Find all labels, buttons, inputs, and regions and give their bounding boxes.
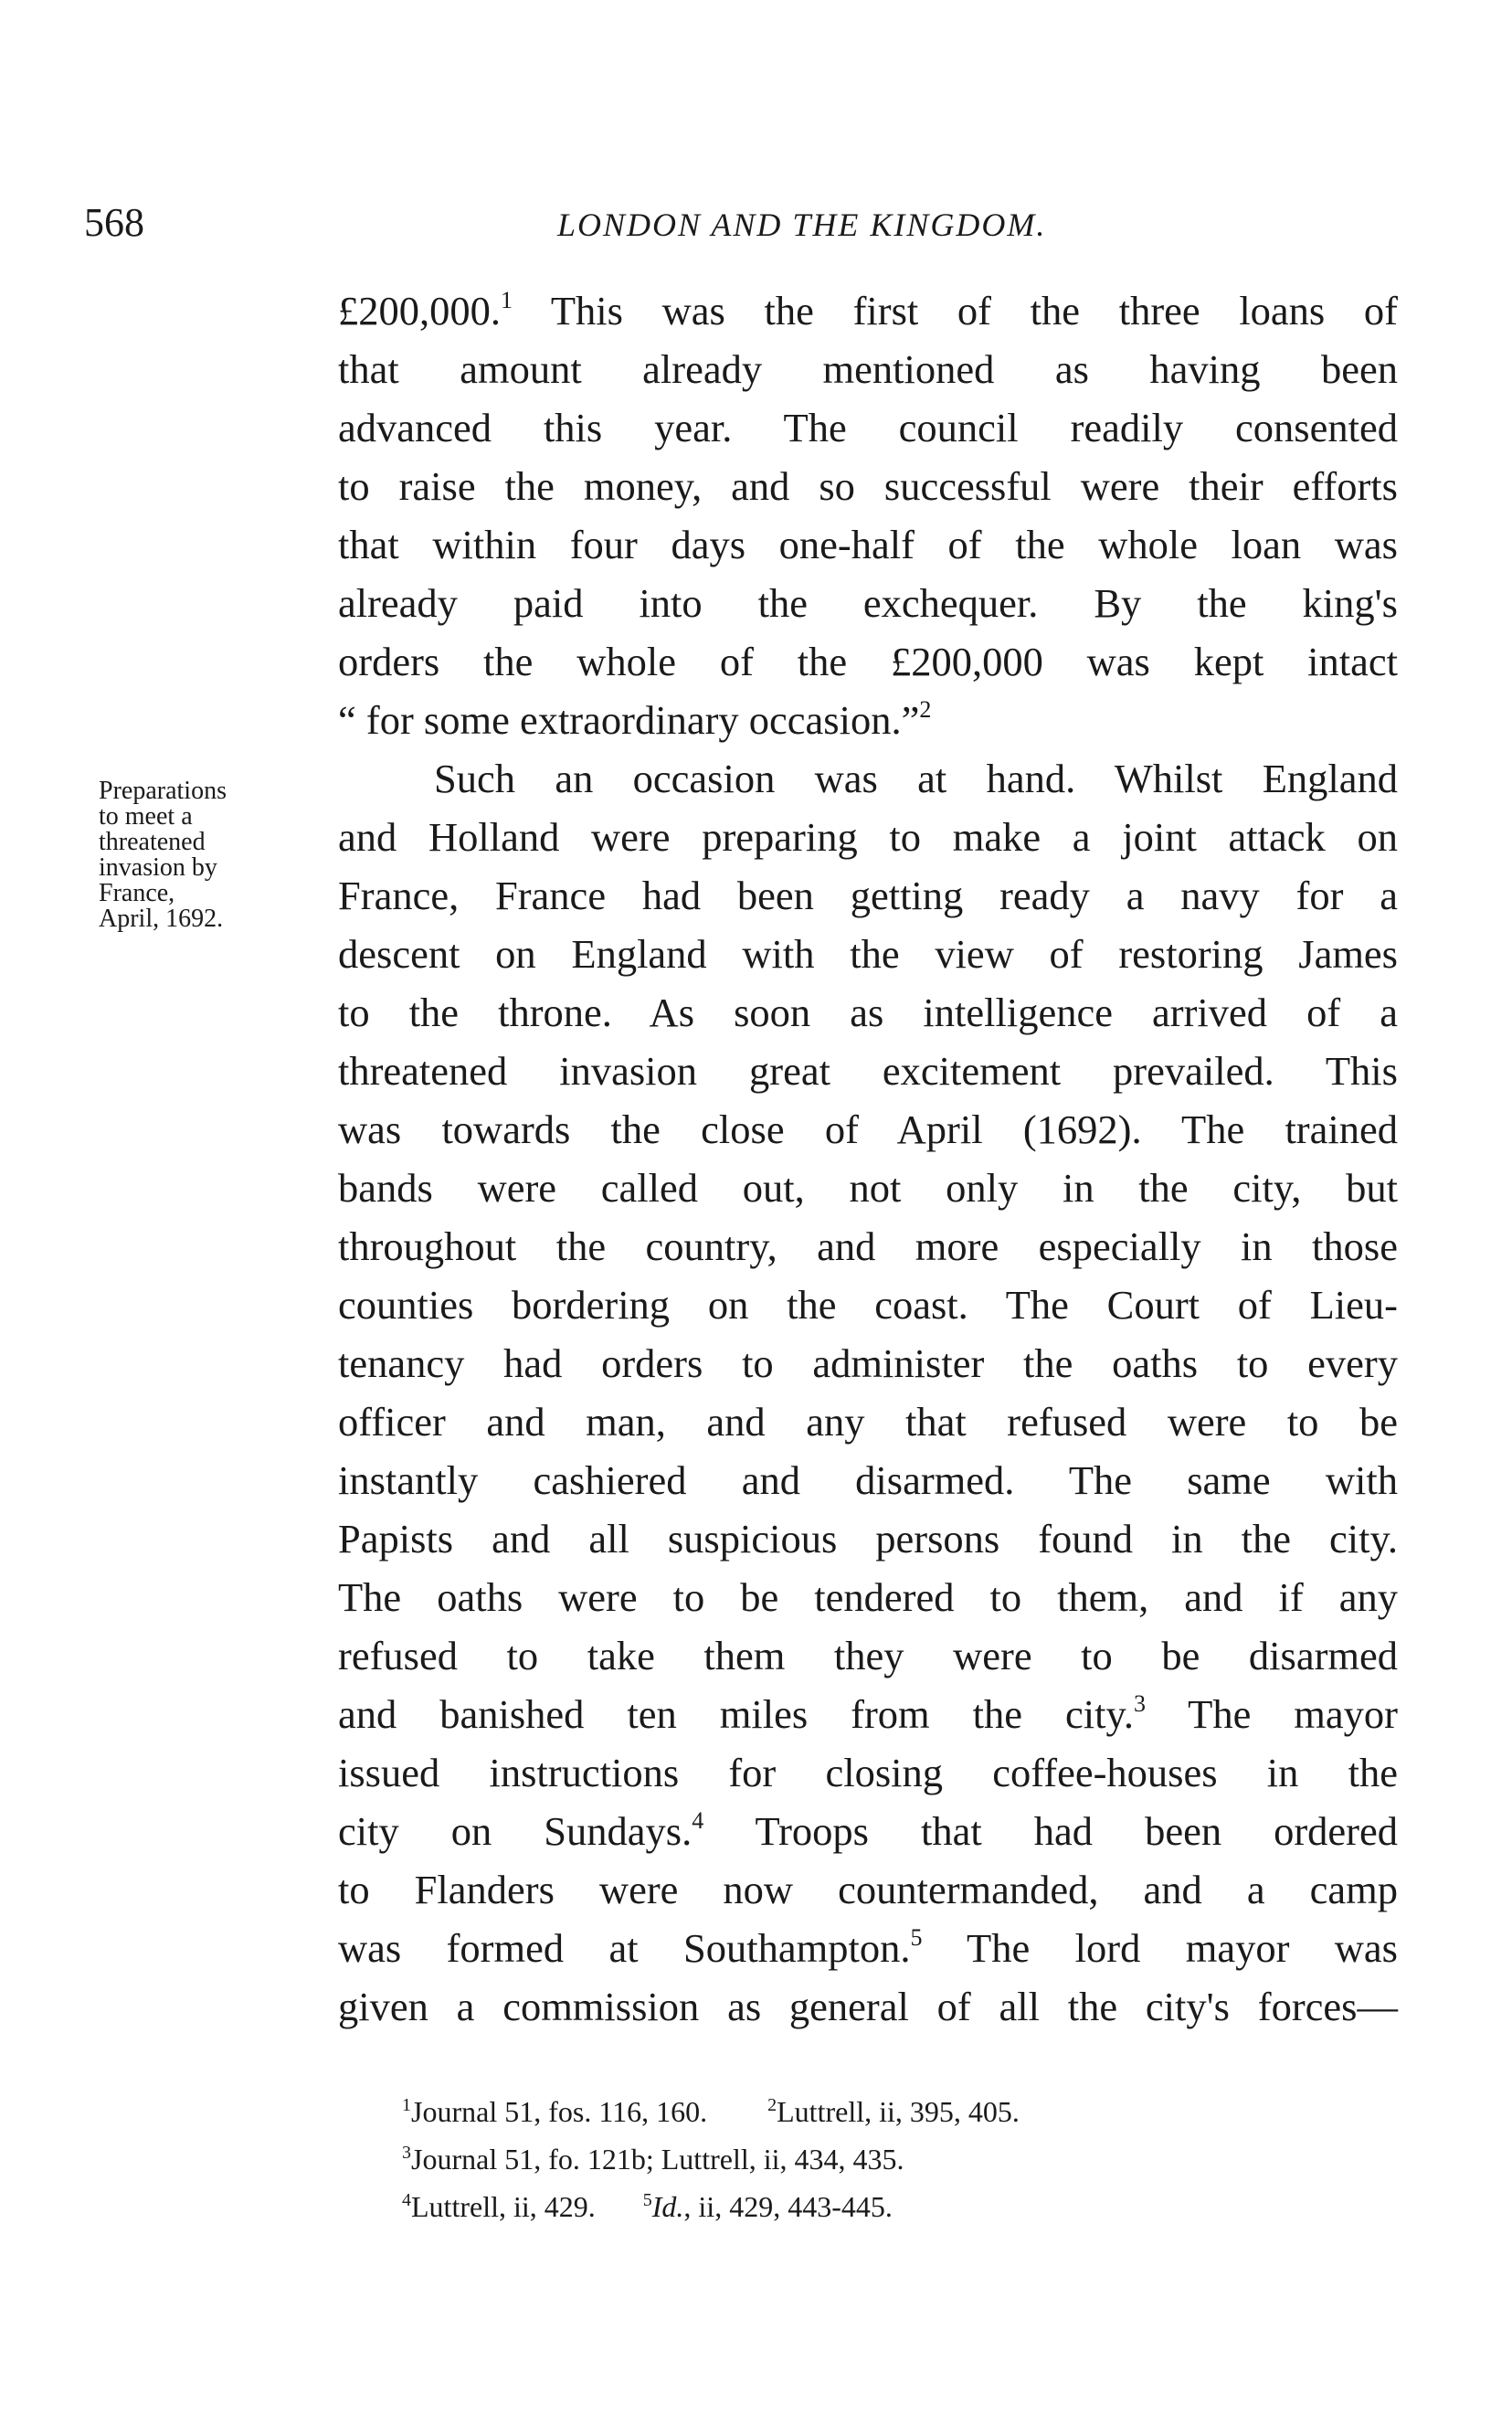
footnote-text: , ii, 429, 443-445. bbox=[683, 2190, 893, 2223]
footnote-text: Journal 51, fos. 116, 160. bbox=[411, 2095, 708, 2128]
footnote-mark: 1 bbox=[402, 2095, 411, 2115]
footnote-ref: 5 bbox=[910, 1924, 923, 1951]
marginal-note bbox=[99, 778, 318, 932]
text-line: that amount already mentioned as having been bbox=[338, 346, 1398, 392]
marginal-note-line: threatened bbox=[99, 828, 206, 856]
marginal-note-line: to meet a bbox=[99, 802, 193, 831]
marginal-note-line: invasion by bbox=[99, 853, 217, 882]
text-line: counties bordering on the coast. The Court of Lieu- bbox=[338, 1282, 1398, 1328]
text-line: Papists and all suspicious persons found in the city. bbox=[338, 1516, 1398, 1562]
text-line: that within four days one-half of the whole loan was bbox=[338, 522, 1398, 567]
text-line: instantly cashiered and disarmed. The same with bbox=[338, 1457, 1398, 1503]
text-line: £200,000.$^1$ This was the first of the three loans of bbox=[338, 287, 1398, 334]
text-line: given a commission as general of all the city's forces— bbox=[338, 1984, 1398, 2029]
footnotes bbox=[402, 2088, 1020, 2230]
text-line: to the throne. As soon as intelligence arrived of a bbox=[338, 990, 1398, 1035]
text-line: was towards the close of April (1692). The trained bbox=[338, 1106, 1398, 1152]
text-line: and Holland were preparing to make a joint attack on bbox=[338, 814, 1398, 860]
text-line: refused to take them they were to be disarmed bbox=[338, 1633, 1398, 1678]
footnote-text: Journal 51, fo. 121b; Luttrell, ii, 434, 435. bbox=[411, 2143, 904, 2176]
text-line: already paid into the exchequer. By the king's bbox=[338, 580, 1398, 626]
text-line: throughout the country, and more especially in those bbox=[338, 1223, 1398, 1269]
footnote-text-italic: Id. bbox=[651, 2190, 684, 2223]
marginal-note-line: April, 1692. bbox=[99, 905, 224, 933]
footnote-ref: 4 bbox=[692, 1807, 704, 1834]
text-line: descent on England with the view of restoring James bbox=[338, 931, 1398, 977]
footnote-text: Luttrell, ii, 395, 405. bbox=[777, 2095, 1020, 2128]
text-line: city on Sundays.$^4$ Troops that had been ordered bbox=[338, 1807, 1399, 1854]
text-line: tenancy had orders to administer the oaths to every bbox=[338, 1340, 1398, 1386]
footnote-ref: 3 bbox=[1133, 1690, 1146, 1717]
footnote-line bbox=[402, 2088, 1020, 2135]
text-line: issued instructions for closing coffee-houses in the bbox=[338, 1750, 1398, 1795]
text-line: to Flanders were now countermanded, and a camp bbox=[338, 1867, 1398, 1912]
text-line: bands were called out, not only in the city, but bbox=[338, 1165, 1398, 1211]
text-line: “ for some extraordinary occasion.”$^2$ bbox=[338, 696, 932, 743]
text-line: officer and man, and any that refused were to be bbox=[338, 1399, 1398, 1445]
text-line: to raise the money, and so successful were their efforts bbox=[338, 463, 1398, 509]
body-text bbox=[338, 281, 1398, 2036]
text-line: was formed at Southampton.$^5$ The lord mayor was bbox=[338, 1924, 1398, 1971]
text-line: The oaths were to be tendered to them, and if any bbox=[338, 1574, 1398, 1620]
footnote-mark: 3 bbox=[402, 2143, 411, 2163]
footnote-mark: 2 bbox=[767, 2095, 777, 2115]
footnote-line bbox=[402, 2183, 1020, 2230]
running-title: LONDON AND THE KINGDOM. bbox=[557, 206, 1047, 243]
footnote-mark: 4 bbox=[402, 2190, 411, 2210]
footnote-ref: 1 bbox=[501, 287, 513, 313]
text-line: and banished ten miles from the city.$^3$ The mayor bbox=[338, 1690, 1398, 1737]
text-line: orders the whole of the £200,000 was kept intact bbox=[338, 639, 1398, 684]
marginal-note-line: France, bbox=[99, 879, 175, 907]
text-line: advanced this year. The council readily consented bbox=[338, 405, 1398, 450]
footnote-mark: 5 bbox=[642, 2190, 652, 2210]
footnote-ref: 2 bbox=[919, 696, 932, 723]
page-number: 568 bbox=[84, 200, 144, 245]
text-line: France, France had been getting ready a navy for a bbox=[338, 873, 1398, 918]
marginal-note-line: Preparations bbox=[99, 777, 227, 805]
text-line: Such an occasion was at hand. Whilst England bbox=[434, 756, 1398, 801]
footnote-line bbox=[402, 2135, 1020, 2183]
footnote-text: Luttrell, ii, 429. bbox=[411, 2190, 596, 2223]
text-line: threatened invasion great excitement prevailed. This bbox=[338, 1048, 1398, 1094]
